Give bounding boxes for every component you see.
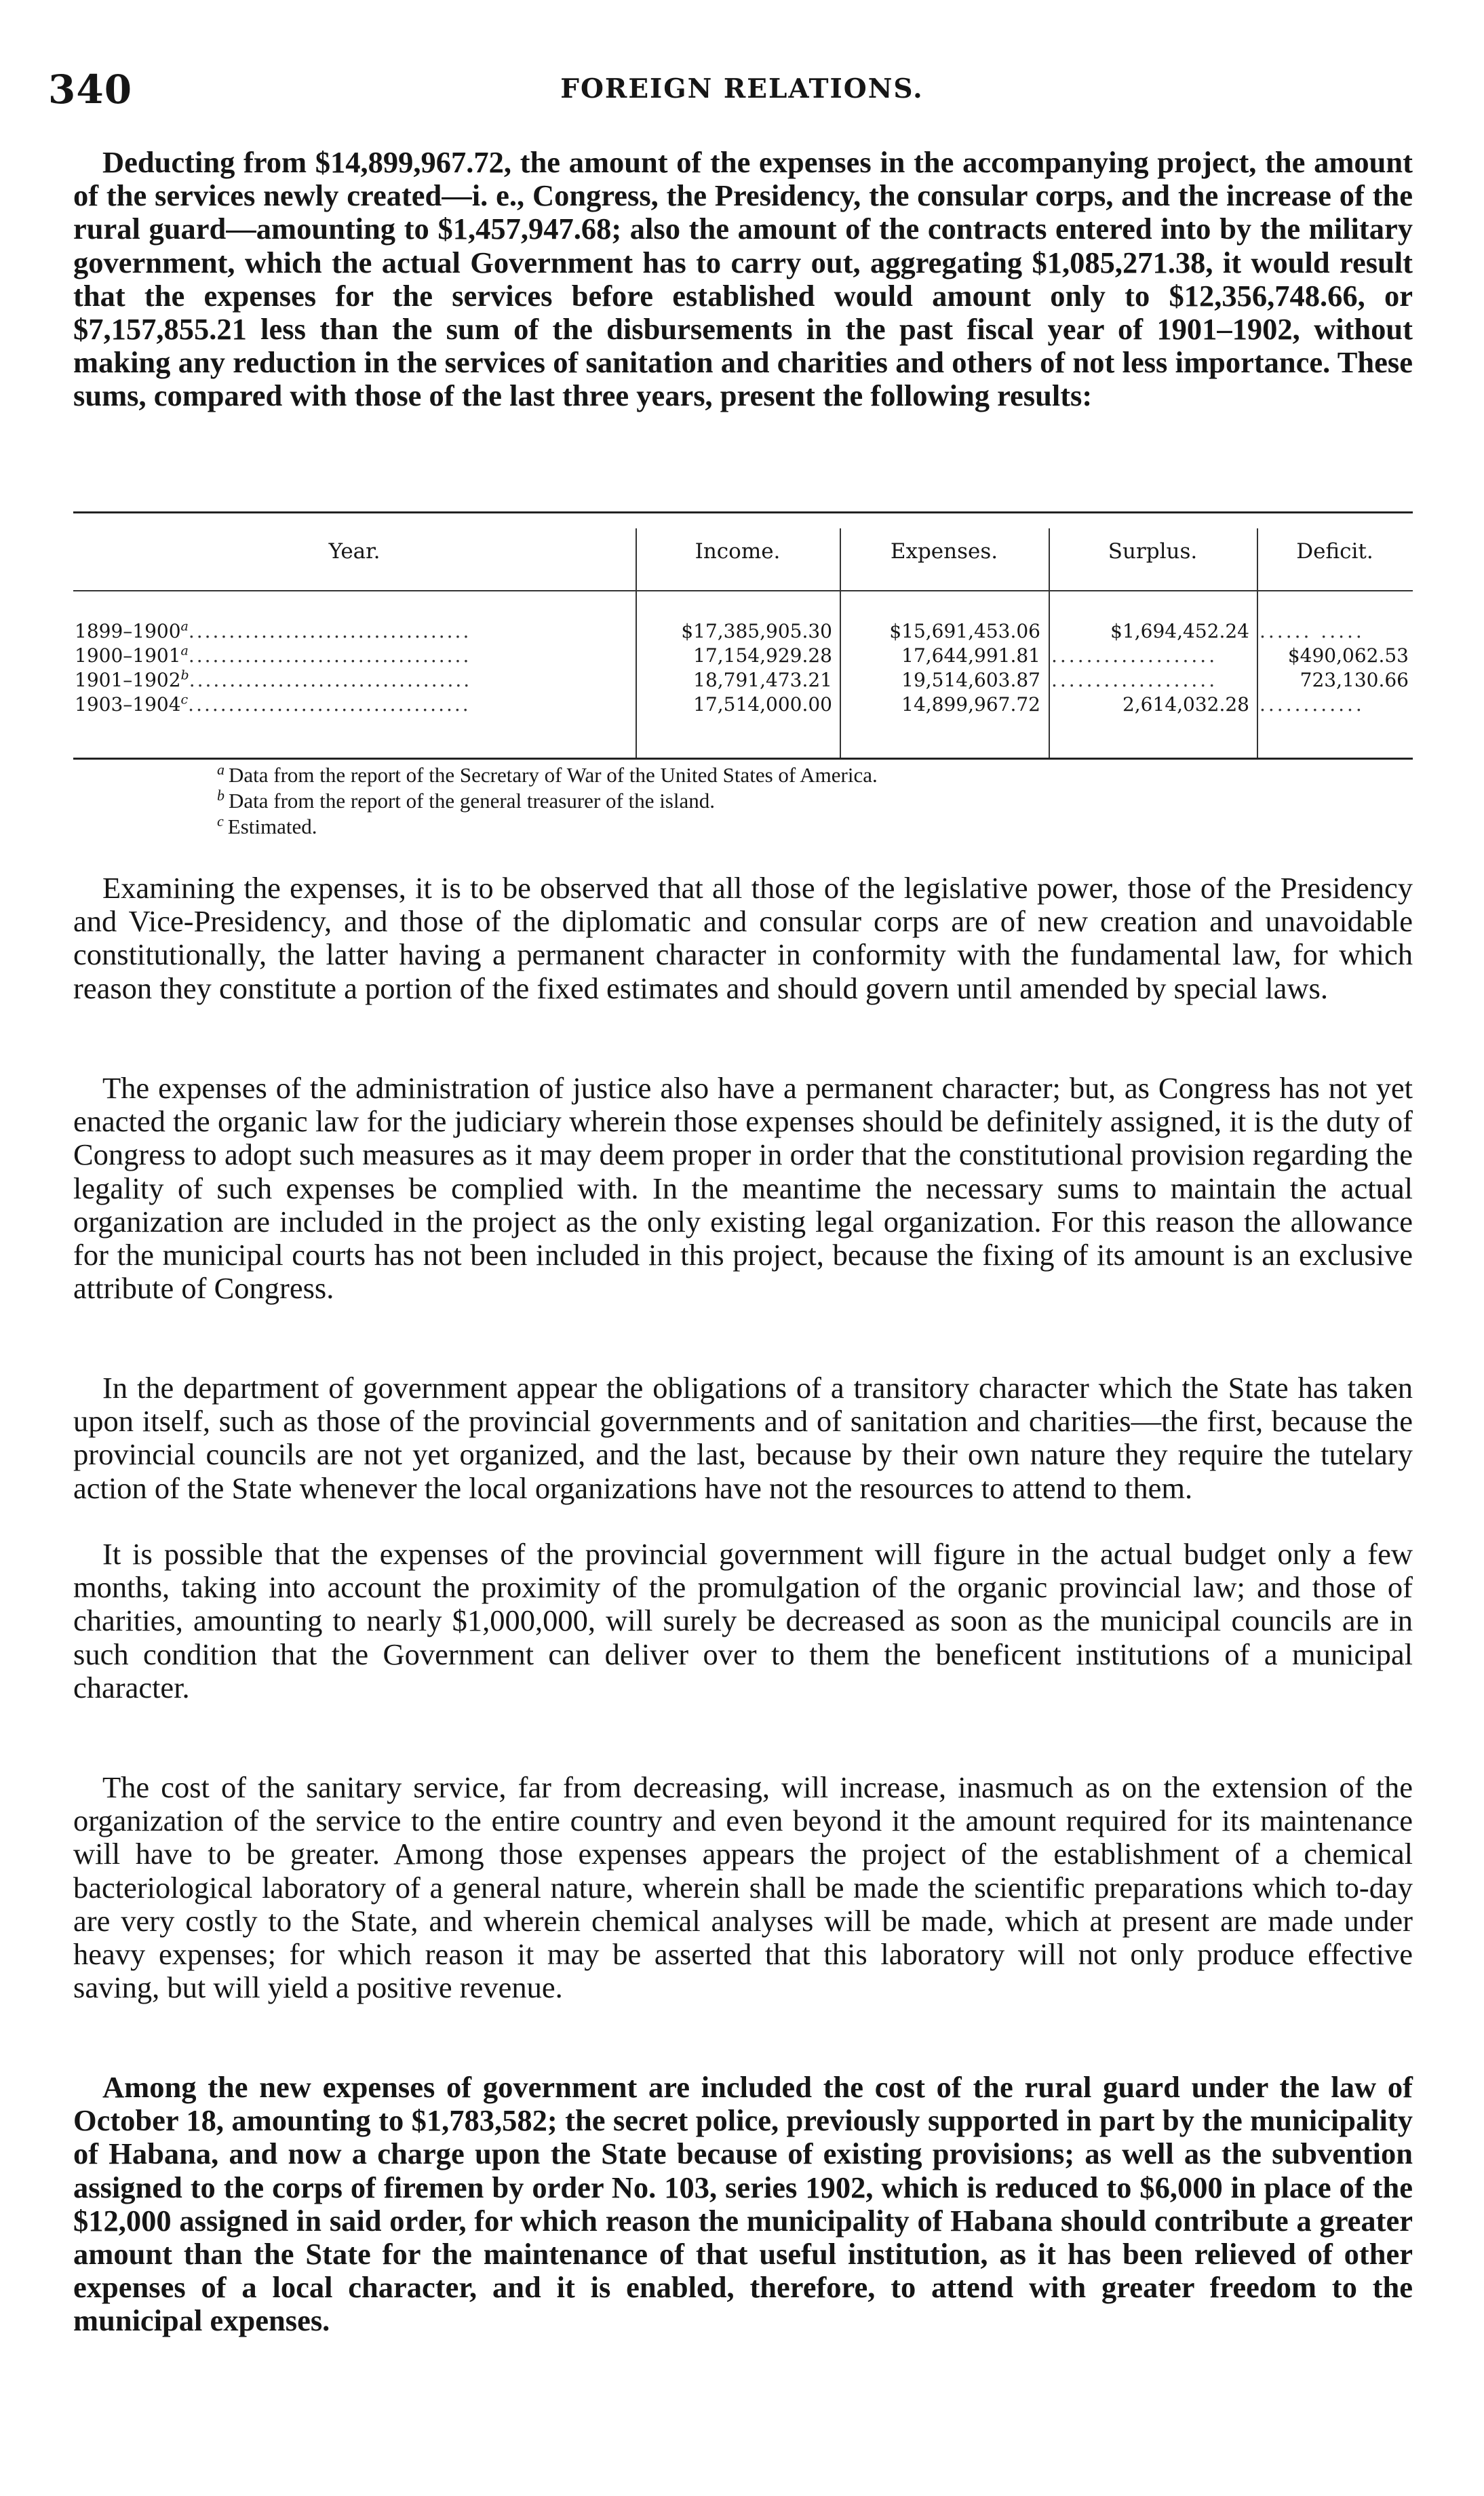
footnote-mark: b (180, 668, 189, 683)
body-paragraph: It is possible that the expenses of the provincial government will figure in the actual budget only a few months, taking into account the proximity of the promulgation of the organic provincial law; and those of charities, amounting to nearly $1,000,000, will surely be decreased as soon as the municipal councils are in such condition that the Government can deliver over to them the beneficent institutions of a municipal character. (73, 1537, 1413, 1704)
header-rule (73, 590, 1413, 591)
footnote-symbol: a (217, 760, 224, 778)
body-paragraph: The expenses of the administration of justice also have a permanent character; but, as Congress has not yet enacted the organic law for the judiciary wherein those expenses should be definitely assigned, it is the duty of Congress to adopt such measures as it may deem proper in order that the constitutional provision regarding the legality of such expenses be complied with. In the meantime the necessary sums to maintain the actual organization are included in the project as the only existing legal organization. For this reason the allowance for the municipal courts has not been included in this project, because the fixing of its amount is an exclusive attribute of Congress. (73, 1071, 1413, 1306)
header-expenses: Expenses. (890, 539, 998, 564)
running-head: FOREIGN RELATIONS. (560, 73, 924, 104)
cell-deficit: $490,062.53 (1287, 644, 1409, 667)
header-year: Year. (328, 539, 380, 564)
footnote: $^b$ Data from the report of the general treasurer of the island. (217, 786, 715, 813)
cell-expenses: 14,899,967.72 (901, 693, 1040, 716)
body-paragraph: Among the new expenses of government are included the cost of the rural guard under the law of October 18, amounting to $1,783,582; the secret police, previously supported in part by the municipality of Habana, and now a charge upon the State because of existing provisions; as well as the subvention assigned to the corps of firemen by order No. 103, series 1902, which is reduced to $6,000 in place of the $12,000 assigned in said order, for which reason the municipality of Habana should contribute a greater amount than the State for the maintenance of that useful institution, as it has been relieved of other expenses of a local character, and it is enabled, therefore, to attend with greater freedom to the municipal expenses. (73, 2070, 1413, 2338)
cell-surplus-empty: ................... (1051, 669, 1218, 691)
cell-expenses: 17,644,991.81 (901, 644, 1040, 667)
cell-surplus: $1,694,452.24 (1110, 620, 1249, 642)
footnote: $^c$ Estimated. (217, 812, 317, 838)
footnote-symbol: b (217, 786, 224, 804)
cell-expenses: 19,514,603.87 (901, 669, 1040, 691)
table-row-year: 1901–1902$^b$................................... (75, 668, 472, 691)
cell-deficit: 723,130.66 (1300, 669, 1409, 691)
footnote-mark: a (180, 644, 189, 659)
footnote-mark: c (180, 693, 189, 707)
body-paragraph: Examining the expenses, it is to be observed that all those of the legislative power, those of the Presidency and Vice-Presidency, and those of the diplomatic and consular corps are of new creation and unavoidable constitutionally, the latter having a permanent character in conformity with the fundamental law, for which reason they constitute a portion of the fixed estimates and should govern until amended by special laws. (73, 871, 1413, 1005)
table-row-year: 1903–1904$^c$................................... (75, 693, 471, 716)
cell-income: 18,791,473.21 (693, 669, 832, 691)
page-number: 340 (48, 66, 133, 113)
header-income: Income. (695, 539, 781, 564)
cell-expenses: $15,691,453.06 (889, 620, 1040, 642)
footnote: $^a$ Data from the report of the Secretary of War of the United States of America. (217, 760, 878, 787)
cell-deficit-empty: ............ (1260, 693, 1365, 716)
cell-income: $17,385,905.30 (681, 620, 832, 642)
body-paragraph: The cost of the sanitary service, far from decreasing, will increase, inasmuch as on the extension of the organization of the service to the entire country and even beyond it the amount required for its maintenance will have to be greater. Among those expenses appears the project of the establishment of a chemical bacteriological laboratory of a general nature, wherein shall be made the scientific preparations which to-day are very costly to the State, and wherein chemical analyses will be made, which at present are made under heavy expenses; for which reason it may be asserted that this laboratory will not only produce effective saving, but will yield a positive revenue. (73, 1770, 1413, 2005)
table-row-year: 1899–1900$^a$................................... (75, 619, 471, 642)
body-paragraph: In the department of government appear the obligations of a transitory character which the State has taken upon itself, such as those of the provincial governments and of sanitation and charities—the first, because the provincial councils are not yet organized, and the last, because by their own nature they require the tutelary action of the State whenever the local organizations have not the resources to attend to them. (73, 1371, 1413, 1505)
footnote-symbol: c (217, 812, 224, 830)
cell-surplus: 2,614,032.28 (1122, 693, 1249, 716)
footnote-mark: a (180, 619, 189, 634)
header-surplus: Surplus. (1108, 539, 1198, 564)
cell-income: 17,514,000.00 (693, 693, 832, 716)
intro-paragraph: Deducting from $14,899,967.72, the amount of the expenses in the accompanying project, the amount of the services newly created—i. e., Congress, the Presidency, the consular corps, and the increase of the rural guard—amounting to $1,457,947.68; also the amount of the contracts entered into by the military government, which the actual Government has to carry out, aggregating $1,085,271.38, it would result that the expenses for the services before established would amount only to $12,356,748.66, or $7,157,855.21 less than the sum of the disbursements in the past fiscal year of 1901–1902, without making any reduction in the services of sanitation and charities and others of not less importance. These sums, compared with those of the last three years, present the following results: (73, 145, 1413, 413)
header-deficit: Deficit. (1296, 539, 1373, 564)
table-row-year: 1900–1901$^a$................................... (75, 644, 471, 667)
cell-income: 17,154,929.28 (693, 644, 832, 667)
cell-surplus-empty: ................... (1051, 644, 1218, 667)
cell-deficit-empty: ...... ..... (1260, 620, 1365, 642)
